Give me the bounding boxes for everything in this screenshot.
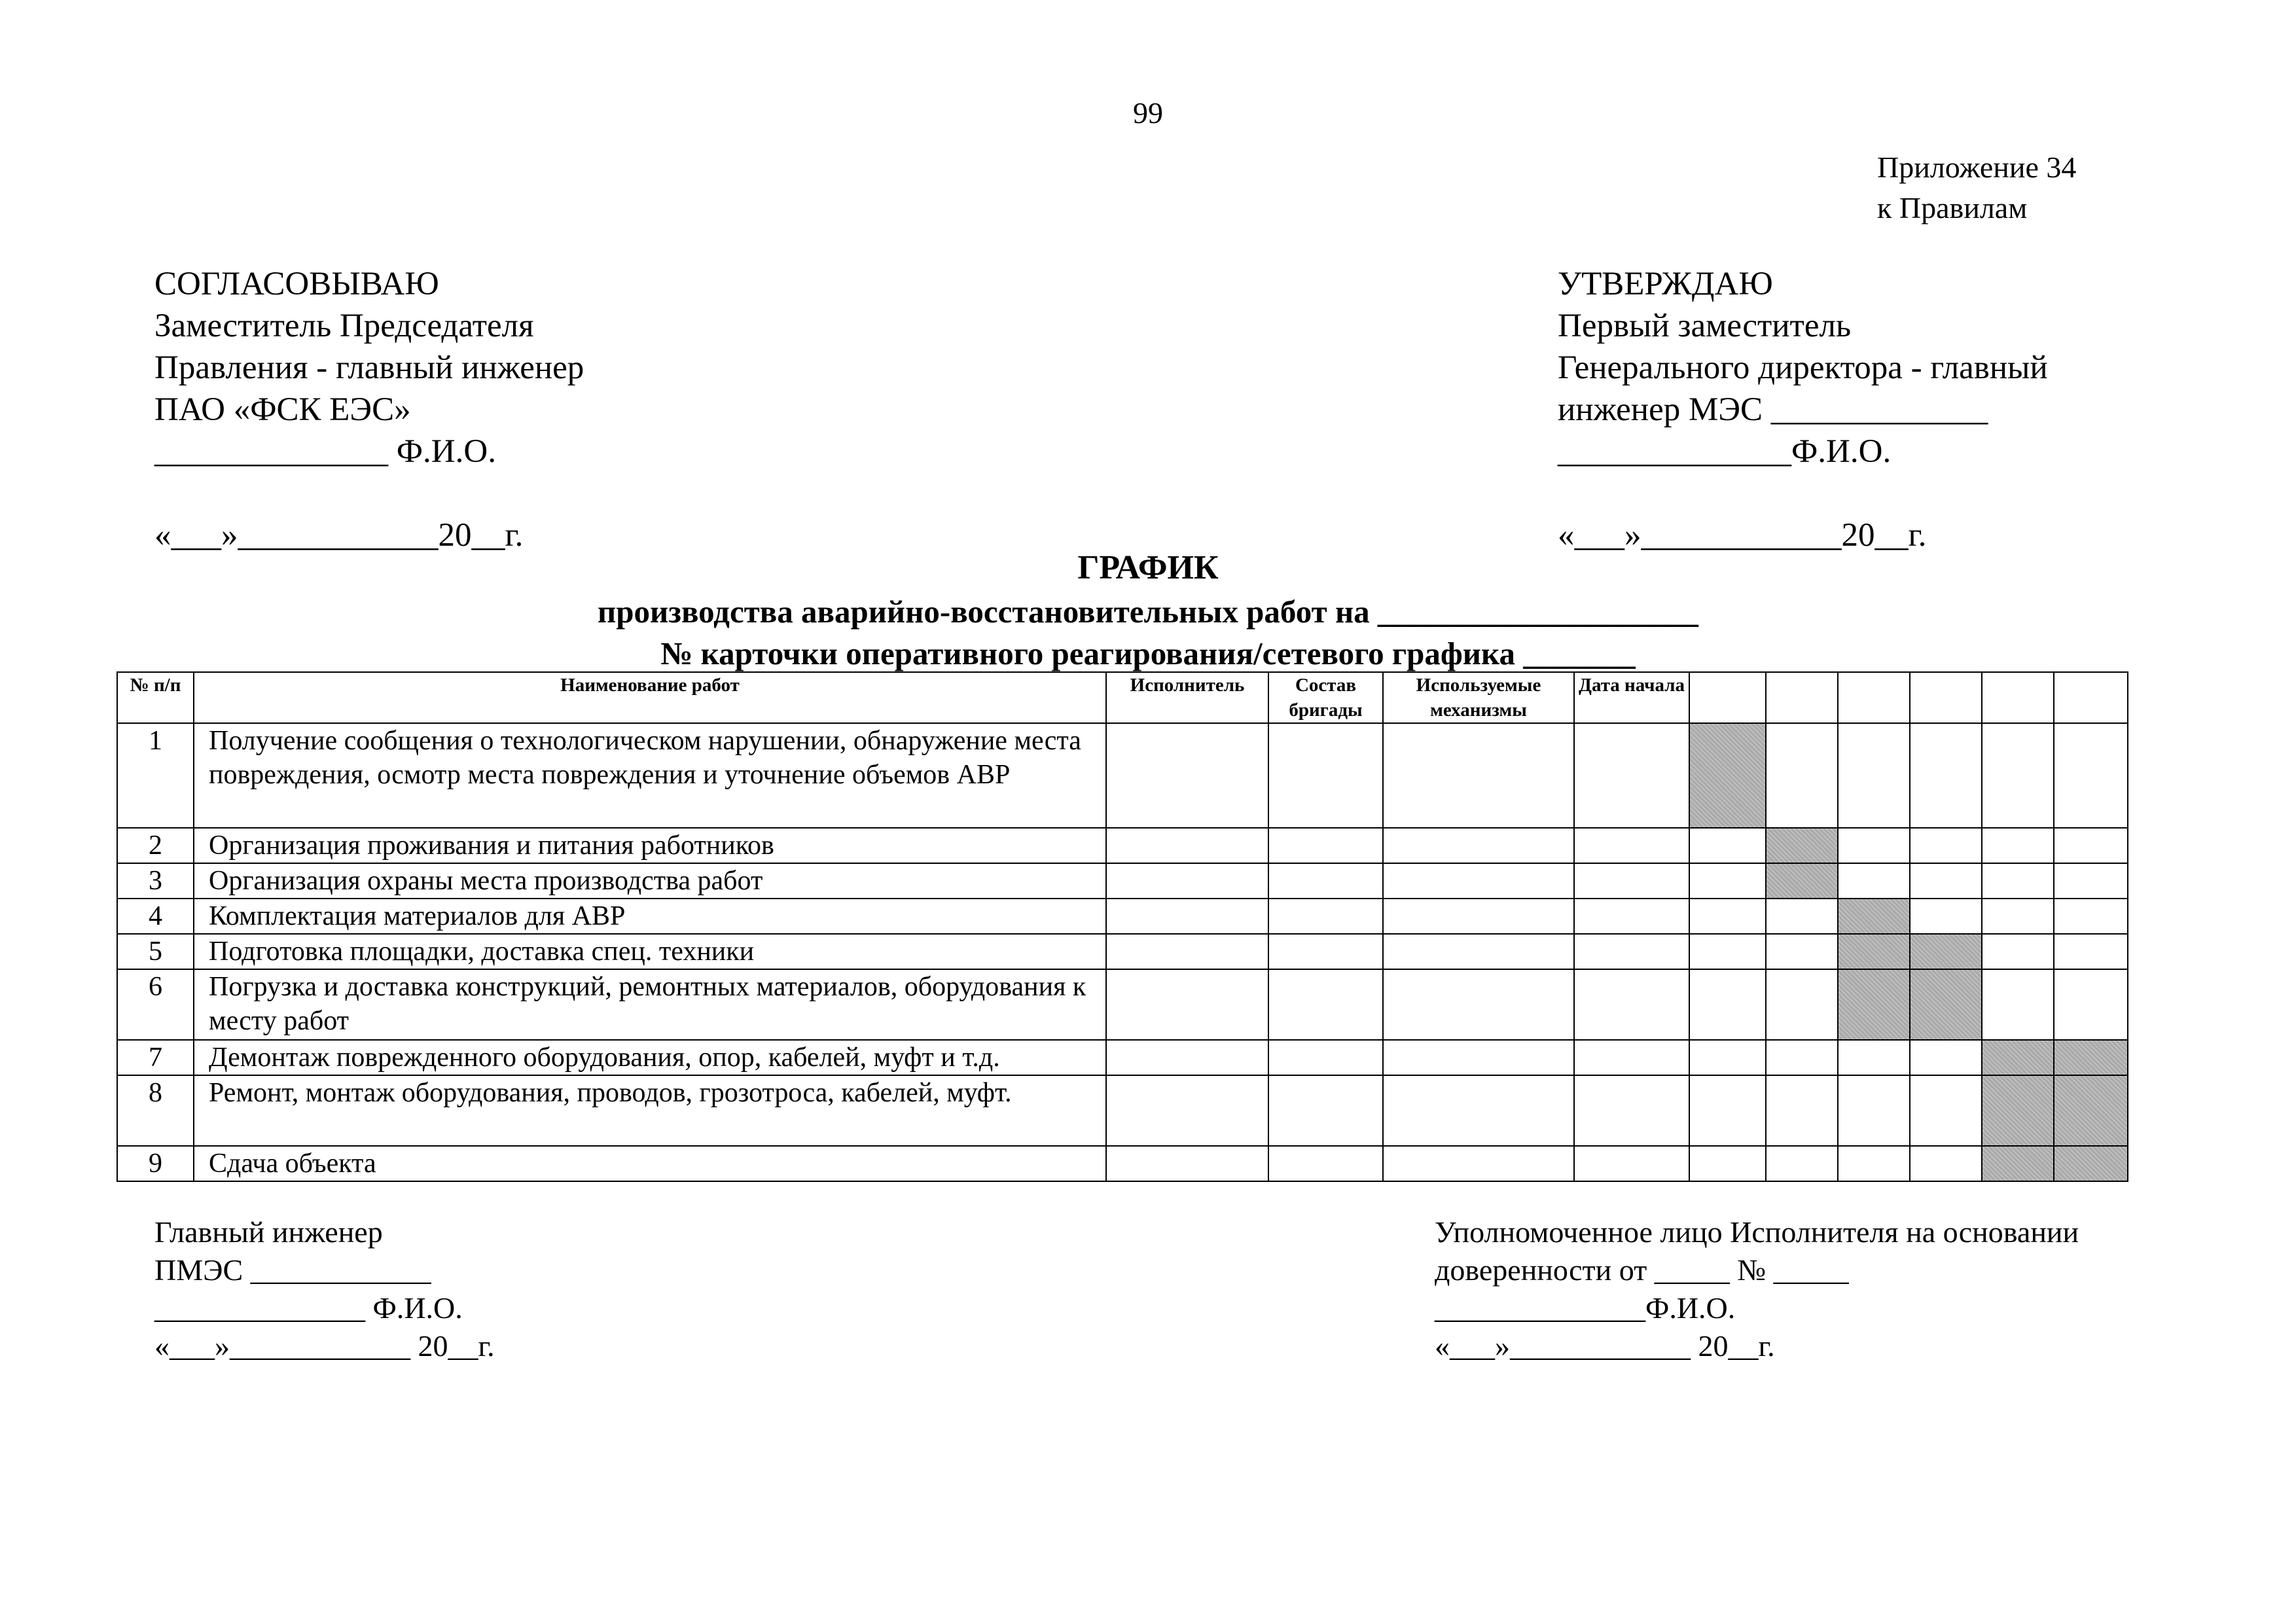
period-cell (1766, 969, 1838, 1040)
work-name: Организация проживания и питания работников (194, 828, 1106, 863)
executor-cell (1106, 723, 1268, 828)
approved-heading: УТВЕРЖДАЮ (1558, 266, 1773, 302)
row-number: 4 (117, 899, 194, 934)
period-cell (2054, 828, 2128, 863)
gantt-bar-cell (1838, 899, 1910, 934)
table-row (117, 934, 2128, 969)
crew-cell (1268, 899, 1383, 934)
work-name: Демонтаж поврежденного оборудования, опор, кабелей, муфт и т.д. (194, 1040, 1106, 1075)
period-cell (2054, 934, 2128, 969)
period-cell (1689, 1146, 1766, 1181)
gantt-bar-cell (1838, 934, 1910, 969)
table-row (117, 899, 2128, 934)
start-date-cell (1574, 899, 1689, 934)
approval-approved-block (1558, 263, 2048, 556)
period-cell (1838, 828, 1910, 863)
header-period-1 (1689, 672, 1766, 723)
crew-cell (1268, 934, 1383, 969)
row-number: 7 (117, 1040, 194, 1075)
crew-cell (1268, 723, 1383, 828)
machines-cell (1383, 723, 1574, 828)
appendix-line-2: к Правилам (1877, 191, 2028, 224)
start-date-cell (1574, 723, 1689, 828)
period-cell (1910, 723, 1982, 828)
gantt-bar-cell (1982, 1075, 2054, 1146)
work-name: Организация охраны места производства работ (194, 863, 1106, 899)
period-cell (1689, 934, 1766, 969)
row-number: 2 (117, 828, 194, 863)
header-period-6 (2054, 672, 2128, 723)
machines-cell (1383, 1075, 1574, 1146)
work-name: Получение сообщения о технологическом нарушении, обнаружение места повреждения, осмотр места повреждения и уточнение объемов АВР (194, 723, 1106, 828)
period-cell (2054, 969, 2128, 1040)
period-cell (1689, 1075, 1766, 1146)
period-cell (1838, 1040, 1910, 1075)
row-number: 5 (117, 934, 194, 969)
approved-position-line-2: Генерального директора - главный (1558, 349, 2048, 386)
start-date-cell (1574, 969, 1689, 1040)
crew-cell (1268, 828, 1383, 863)
period-cell (1838, 1146, 1910, 1181)
header-period-3 (1838, 672, 1910, 723)
work-name: Комплектация материалов для АВР (194, 899, 1106, 934)
chief-engineer-org-line: ПМЭС ____________ (154, 1253, 431, 1287)
work-name: Сдача объекта (194, 1146, 1106, 1181)
table-row (117, 969, 2128, 1040)
page-number: 99 (1133, 96, 1163, 130)
approval-agreed-block (154, 263, 584, 556)
crew-cell (1268, 1075, 1383, 1146)
start-date-cell (1574, 1146, 1689, 1181)
table-header-row (117, 672, 2128, 723)
period-cell (2054, 899, 2128, 934)
gantt-bar-cell (1910, 934, 1982, 969)
start-date-cell (1574, 863, 1689, 899)
start-date-cell (1574, 934, 1689, 969)
executor-cell (1106, 863, 1268, 899)
machines-cell (1383, 1040, 1574, 1075)
executor-signature-block (1435, 1213, 2079, 1365)
machines-cell (1383, 899, 1574, 934)
chief-engineer-signature-block (154, 1213, 495, 1365)
spacer (1558, 473, 2048, 514)
work-name: Подготовка площадки, доставка спец. техники (194, 934, 1106, 969)
executor-cell (1106, 1146, 1268, 1181)
executor-cell (1106, 969, 1268, 1040)
machines-cell (1383, 969, 1574, 1040)
work-schedule-table (117, 671, 2128, 1182)
gantt-bar-cell (2054, 1146, 2128, 1181)
chief-engineer-title: Главный инженер (154, 1215, 383, 1249)
agreed-date-line: «___»____________20__г. (154, 517, 524, 554)
executor-cell (1106, 899, 1268, 934)
row-number: 3 (117, 863, 194, 899)
document-subtitle: производства аварийно-восстановительных работ на ____________________ (598, 594, 1698, 630)
row-number: 8 (117, 1075, 194, 1146)
crew-cell (1268, 1040, 1383, 1075)
period-cell (1910, 1040, 1982, 1075)
executor-cell (1106, 934, 1268, 969)
period-cell (1982, 934, 2054, 969)
period-cell (1689, 899, 1766, 934)
header-executor: Исполнитель (1106, 672, 1268, 723)
table-row (117, 723, 2128, 828)
card-number-line: № карточки оперативного реагирования/сетевого графика _______ (660, 635, 1636, 671)
machines-cell (1383, 828, 1574, 863)
gantt-bar-cell (1766, 863, 1838, 899)
gantt-bar-cell (1982, 1040, 2054, 1075)
crew-cell (1268, 863, 1383, 899)
period-cell (1689, 828, 1766, 863)
period-cell (1838, 1075, 1910, 1146)
table-row (117, 863, 2128, 899)
executor-date-line: «___»____________ 20__г. (1435, 1329, 1775, 1363)
agreed-organization: ПАО «ФСК ЕЭС» (154, 391, 411, 428)
period-cell (1982, 723, 2054, 828)
period-cell (1766, 723, 1838, 828)
approved-signature-line: ______________Ф.И.О. (1558, 433, 1892, 470)
executor-cell (1106, 1040, 1268, 1075)
header-period-2 (1766, 672, 1838, 723)
row-number: 9 (117, 1146, 194, 1181)
spacer (154, 473, 584, 514)
period-cell (2054, 723, 2128, 828)
machines-cell (1383, 1146, 1574, 1181)
period-cell (1910, 863, 1982, 899)
crew-cell (1268, 969, 1383, 1040)
executor-cell (1106, 828, 1268, 863)
approved-position-line-1: Первый заместитель (1558, 308, 1852, 344)
header-start-date: Дата начала (1574, 672, 1689, 723)
table-row (117, 1146, 2128, 1181)
appendix-note (1877, 147, 2076, 228)
period-cell (1838, 723, 1910, 828)
period-cell (1910, 899, 1982, 934)
period-cell (1838, 863, 1910, 899)
period-cell (1910, 828, 1982, 863)
row-number: 1 (117, 723, 194, 828)
work-name: Ремонт, монтаж оборудования, проводов, грозотроса, кабелей, муфт. (194, 1075, 1106, 1146)
start-date-cell (1574, 828, 1689, 863)
header-num: № п/п (117, 672, 194, 723)
gantt-bar-cell (1982, 1146, 2054, 1181)
period-cell (1982, 828, 2054, 863)
agreed-position-line-1: Заместитель Председателя (154, 308, 534, 344)
header-machines: Используемые механизмы (1383, 672, 1574, 723)
agreed-position-line-2: Правления - главный инженер (154, 349, 584, 386)
gantt-bar-cell (2054, 1075, 2128, 1146)
period-cell (1766, 1146, 1838, 1181)
gantt-bar-cell (1689, 723, 1766, 828)
table-row (117, 1075, 2128, 1146)
period-cell (1689, 863, 1766, 899)
agreed-heading: СОГЛАСОВЫВАЮ (154, 266, 439, 302)
period-cell (1766, 1040, 1838, 1075)
crew-cell (1268, 1146, 1383, 1181)
period-cell (2054, 863, 2128, 899)
period-cell (1766, 934, 1838, 969)
table-row (117, 828, 2128, 863)
header-period-4 (1910, 672, 1982, 723)
period-cell (1689, 969, 1766, 1040)
executor-power-of-attorney-line: доверенности от _____ № _____ (1435, 1253, 1849, 1287)
period-cell (1766, 1075, 1838, 1146)
gantt-bar-cell (1838, 969, 1910, 1040)
agreed-signature-line: ______________ Ф.И.О. (154, 433, 496, 470)
work-name: Погрузка и доставка конструкций, ремонтных материалов, оборудования к месту работ (194, 969, 1106, 1040)
table-body (117, 723, 2128, 1181)
gantt-bar-cell (1910, 969, 1982, 1040)
gantt-bar-cell (2054, 1040, 2128, 1075)
period-cell (1910, 1075, 1982, 1146)
machines-cell (1383, 934, 1574, 969)
executor-signature-line: ______________Ф.И.О. (1435, 1291, 1736, 1325)
header-work-name: Наименование работ (194, 672, 1106, 723)
document-title: ГРАФИК (1077, 549, 1219, 586)
period-cell (1689, 1040, 1766, 1075)
appendix-line-1: Приложение 34 (1877, 151, 2077, 184)
row-number: 6 (117, 969, 194, 1040)
start-date-cell (1574, 1075, 1689, 1146)
gantt-bar-cell (1766, 828, 1838, 863)
period-cell (1910, 1146, 1982, 1181)
table-row (117, 1040, 2128, 1075)
approved-date-line: «___»____________20__г. (1558, 517, 1927, 554)
executor-title: Уполномоченное лицо Исполнителя на основании (1435, 1215, 2079, 1249)
header-crew: Состав бригады (1268, 672, 1383, 723)
period-cell (1982, 969, 2054, 1040)
executor-cell (1106, 1075, 1268, 1146)
chief-engineer-date-line: «___»____________ 20__г. (154, 1329, 495, 1363)
machines-cell (1383, 863, 1574, 899)
header-period-5 (1982, 672, 2054, 723)
period-cell (1982, 899, 2054, 934)
period-cell (1766, 899, 1838, 934)
start-date-cell (1574, 1040, 1689, 1075)
chief-engineer-signature-line: ______________ Ф.И.О. (154, 1291, 463, 1325)
approved-position-line-3: инженер МЭС _____________ (1558, 391, 1988, 428)
period-cell (1982, 863, 2054, 899)
